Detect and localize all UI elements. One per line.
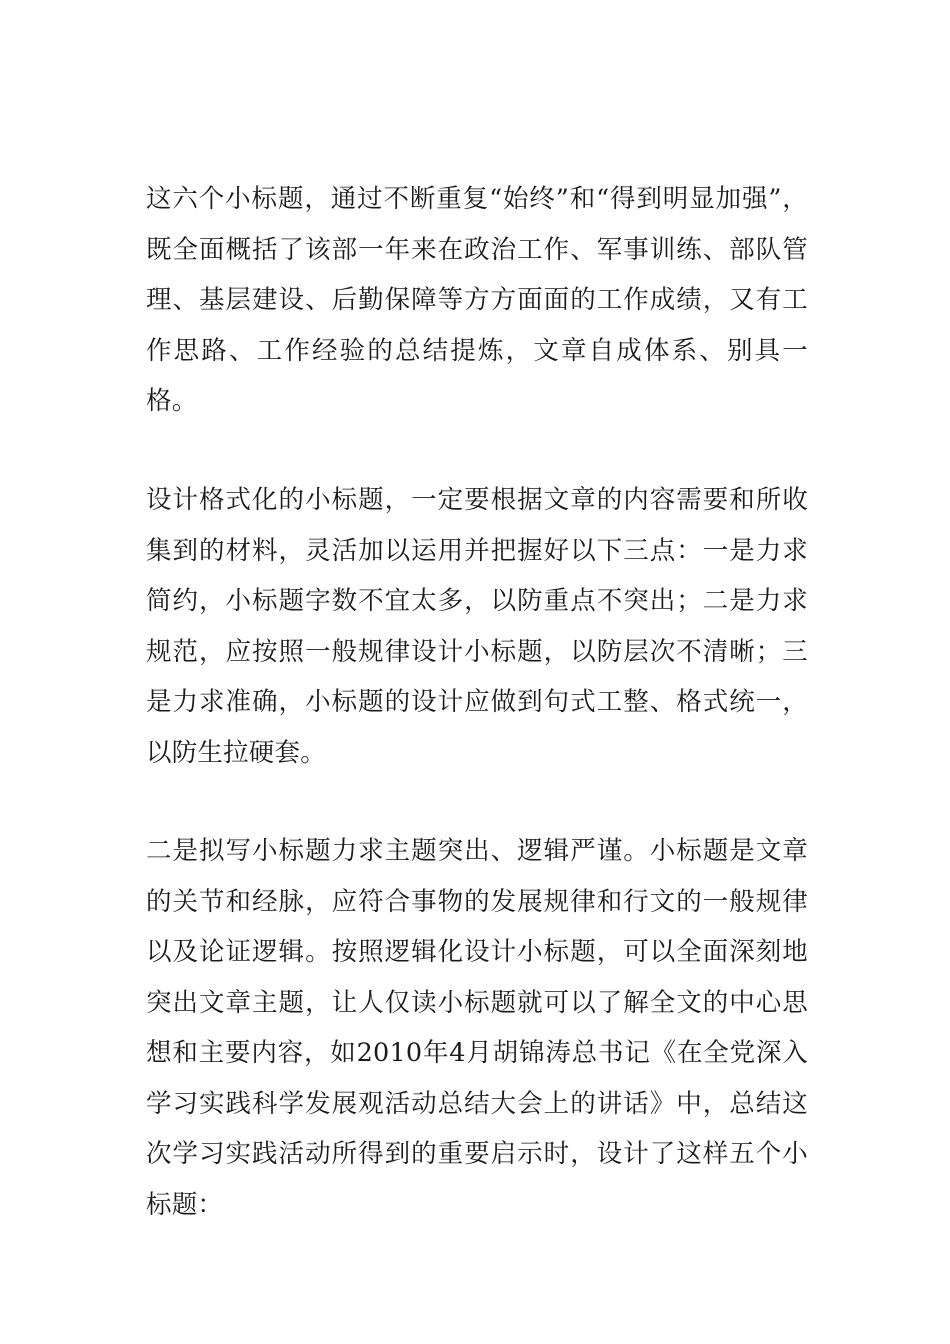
paragraph-3: 二是拟写小标题力求主题突出、逻辑严谨。小标题是文章的关节和经脉，应符合事物的发展规律和行文的一般规律以及论证逻辑。按照逻辑化设计小标题，可以全面深刻地突出文章主题，让人仅读小标题就可以了解全文的中心思想和主要内容，如2010年4月胡锦涛总书记《在全党深入学习实践科学发展观活动总结大会上的讲话》中，总结这次学习实践活动所得到的重要启示时，设计了这样五个小标题： xyxy=(146,836,808,1220)
paragraph-2: 设计格式化的小标题，一定要根据文章的内容需要和所收集到的材料，灵活加以运用并把握好以下三点：一是力求简约，小标题字数不宜太多，以防重点不突出；二是力求规范，应按照一般规律设计小标题，以防层次不清晰；三是力求准确，小标题的设计应做到句式工整、格式统一，以防生拉硬套。 xyxy=(146,485,808,768)
paragraph-1: 这六个小标题，通过不断重复“始终”和“得到明显加强”，既全面概括了该部一年来在政治工作、军事训练、部队管理、基层建设、后勤保障等方方面面的工作成绩，又有工作思路、工作经验的总结提炼，文章自成体系、别具一格。 xyxy=(146,184,808,416)
